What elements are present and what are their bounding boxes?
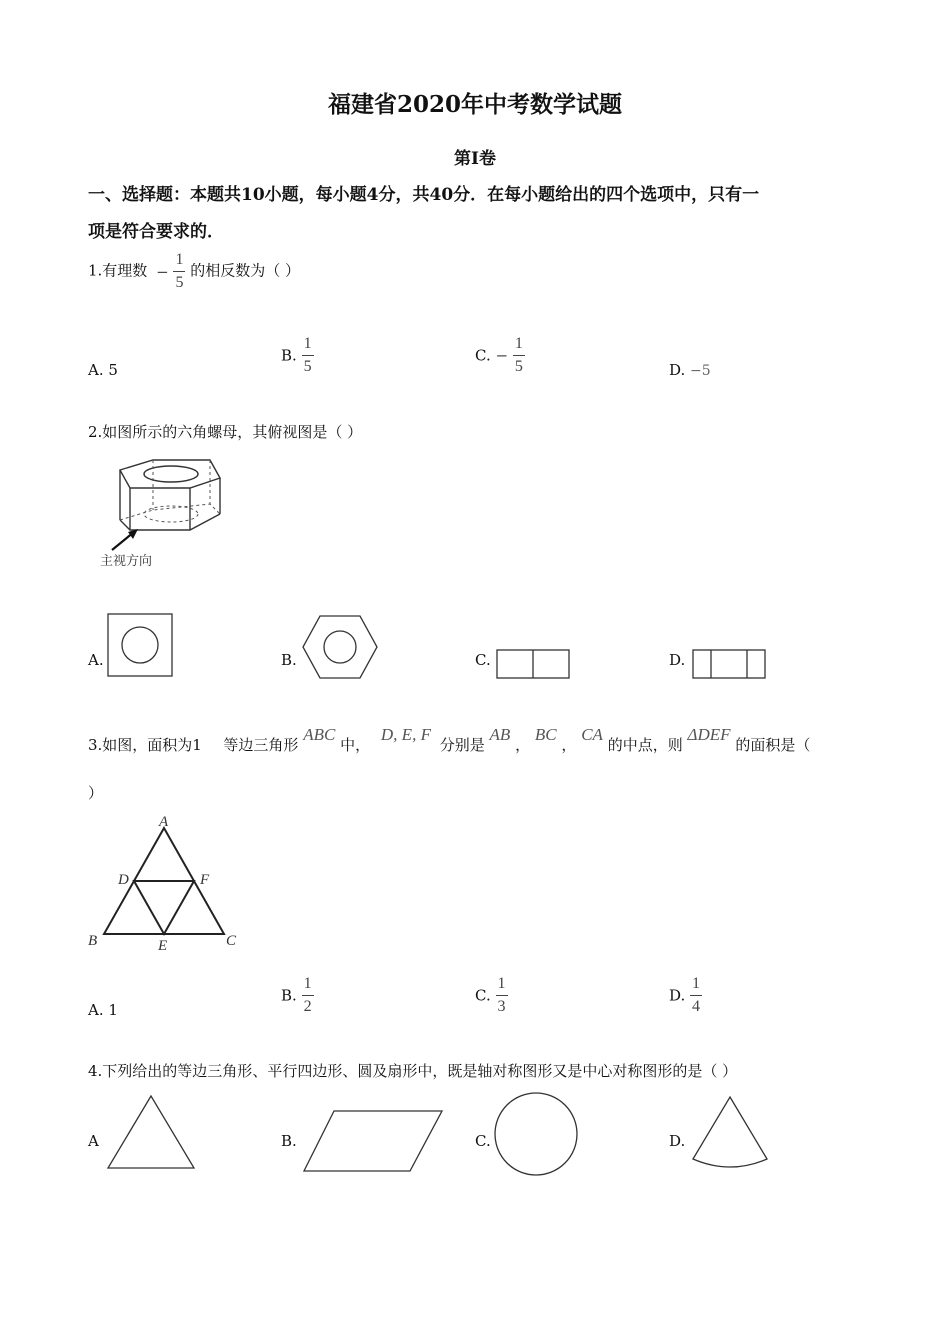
q3-option-d-den: 4 [692,998,701,1015]
three-rectangles-icon [692,649,766,679]
q3-option-b [281,976,314,1015]
q4-option-b-label: B. [281,1132,297,1150]
figure-label-c: C [226,933,237,949]
q1-option-b-label: B. [281,346,297,365]
q1-option-a-label: A. [88,361,104,379]
q4-option-a-label: A [88,1132,99,1150]
hexagon-with-circle-icon [302,615,378,679]
q3-text-1: 3.如图，面积为1 [88,736,202,754]
q3-option-b-den: 2 [303,998,312,1015]
q3-math-def-points: D, E, F [380,725,431,744]
q4-option-c-label: C. [475,1132,491,1150]
hex-nut-figure [98,452,228,577]
q2-option-b-label: B. [281,651,297,669]
square-with-circle-icon [107,613,173,677]
figure-label-d: D [118,872,129,888]
q3-option-d [669,976,702,1015]
triangle-def-figure [84,812,244,954]
q4-option-d-label: D. [669,1132,686,1150]
circle-icon [493,1091,579,1177]
question-3 [88,725,811,755]
question-1 [88,252,300,291]
q3-math-ab: AB [489,725,511,744]
q3-option-c [475,976,508,1015]
q1-option-b-den: 5 [303,358,312,375]
q3-option-d-num: 1 [690,976,702,996]
q3-math-def-triangle: ΔDEF [687,725,731,744]
q1-option-b-num: 1 [302,336,314,356]
q1-prefix: 1.有理数 [88,261,148,280]
q3-comma-2: ， [561,736,577,754]
figure-label-a: A [159,814,169,830]
q1-suffix: 的相反数为（ ） [190,261,301,280]
equilateral-triangle-icon [106,1094,196,1170]
q1-option-d-value: −5 [690,363,711,379]
q3-math-ca: CA [581,725,603,744]
q3-option-b-label: B. [281,986,297,1005]
q1-option-c [475,336,525,375]
q3-text-2: 等边三角形 [223,736,299,754]
q1-fraction [156,251,190,291]
q1-option-a-value: 5 [108,361,118,379]
q3-option-b-num: 1 [302,976,314,996]
q1-option-b [281,336,314,375]
q1-option-c-num: 1 [513,336,525,356]
figure-label-e: E [158,938,168,954]
q3-option-d-label: D. [669,986,686,1005]
q3-text-close: ） [88,784,104,802]
q1-option-d [669,361,711,379]
q1-option-c-neg: − [495,346,509,365]
question-4: 4.下列给出的等边三角形、平行四边形、圆及扇形中，既是轴对称图形又是中心对称图形的是（ ） [88,1062,738,1080]
q2-figure-caption: 主视方向 [100,554,153,569]
q1-option-c-label: C. [475,346,491,365]
q1-neg: − [156,262,169,281]
q1-option-c-den: 5 [514,358,523,375]
q2-option-c-label: C. [475,651,491,669]
q1-den: 5 [175,274,184,291]
section-heading-line1: 一、选择题：本题共10小题，每小题4分，共40分．在每小题给出的四个选项中，只有一 [88,185,760,205]
q3-math-abc: ABC [303,725,336,744]
q2-option-d-label: D. [669,651,686,669]
q1-option-a [88,361,118,379]
q3-option-c-num: 1 [496,976,508,996]
two-rectangles-icon [496,649,570,679]
q1-num: 1 [173,252,185,272]
section-heading-line2: 项是符合要求的． [88,222,224,242]
q3-text-4: 分别是 [439,736,485,754]
q3-text-5: 的中点，则 [607,736,683,754]
q3-text-3: 中， [340,736,371,754]
question-2: 2.如图所示的六角螺母，其俯视图是（ ） [88,423,363,441]
q3-option-a [88,1001,118,1019]
q3-option-a-value: 1 [108,1001,118,1019]
figure-label-b: B [88,933,98,949]
q3-text-6: 的面积是（ [735,736,811,754]
page-title: 福建省2020年中考数学试题 [327,91,622,118]
q3-option-a-label: A. [88,1001,104,1019]
q3-option-c-label: C. [475,986,491,1005]
figure-label-f: F [200,872,210,888]
q3-comma-1: ， [515,736,531,754]
volume-heading: 第Ⅰ卷 [454,149,496,169]
q1-option-d-label: D. [669,361,686,379]
q3-option-c-den: 3 [497,998,506,1015]
q3-math-bc: BC [534,725,557,744]
sector-icon [690,1095,770,1175]
parallelogram-icon [302,1109,444,1173]
q2-option-a-label: A. [88,651,104,669]
